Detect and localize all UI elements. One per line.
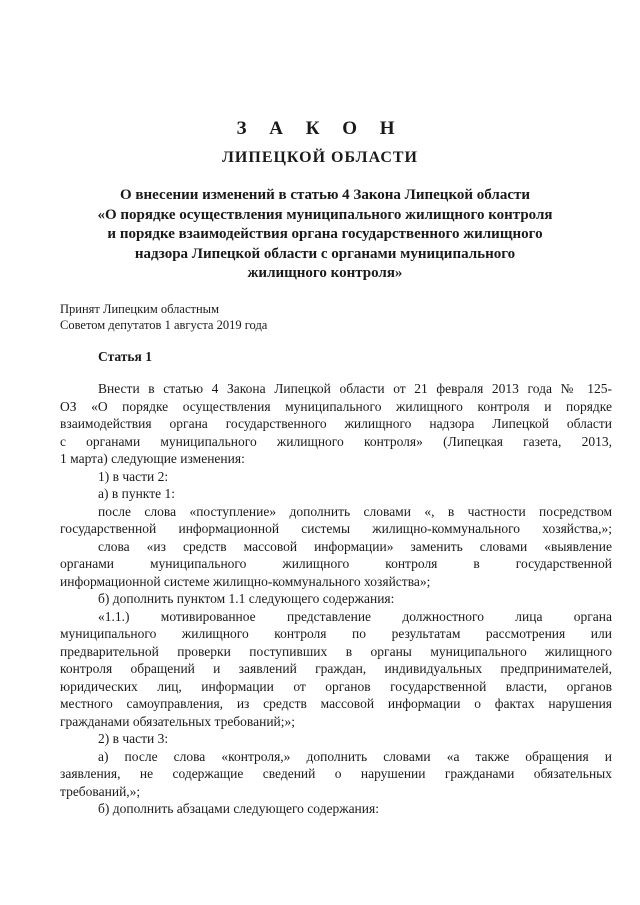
article-heading: Статья 1 [98, 349, 152, 364]
body-line: 1 марта) следующие изменения: [60, 451, 245, 466]
body-line: государственной информационной системы жилищно-коммунального хозяйства,»; [60, 521, 612, 536]
body-line: слова «из средств массовой информации» заменить словами «выявление [98, 538, 612, 554]
body-line: б) дополнить абзацами следующего содержания: [98, 801, 379, 816]
body-line: после слова «поступление» дополнить словами «, в частности посредством [98, 503, 612, 519]
body-line: предварительной проверки поступивших в органы муниципального жилищного [60, 643, 612, 659]
body-line: требований,»; [60, 783, 141, 799]
body-line: заявления, не содержащие сведений о нарушении гражданами обязательных [60, 766, 612, 781]
body-line: «1.1.) мотивированное представление должностного лица органа [98, 608, 612, 624]
body-line: органами муниципального жилищного контроля в государственной [60, 556, 612, 571]
heading-line: жилищного контроля» [247, 265, 403, 281]
body-line: а) в пункте 1: [98, 486, 175, 501]
body-line: гражданами обязательных требований;»; [60, 713, 296, 729]
body-line: муниципального жилищного контроля по результатам рассмотрения или [60, 626, 612, 641]
law-heading [60, 186, 590, 284]
heading-line: «О порядке осуществления муниципального жилищного контроля [97, 206, 553, 223]
body-line: юридических лиц, информации от органов государственной власти, органов [60, 678, 612, 694]
body-line: с органами муниципального жилищного контроля» (Липецкая газета, 2013, [60, 433, 612, 449]
heading-line: и порядке взаимодействия органа государственного жилищного [107, 226, 543, 242]
body-line: 1) в части 2: [98, 468, 169, 484]
adoption-note [60, 301, 267, 333]
body-line: ОЗ «О порядке осуществления муниципального жилищного контроля и порядке [60, 398, 612, 414]
adoption-line: Принят Липецким областным [60, 302, 219, 316]
body-line: местного самоуправления, из средств массовой информации о фактах нарушения [60, 696, 612, 711]
law-title: З А К О Н [236, 118, 404, 139]
article-body [60, 380, 612, 818]
body-line: взаимодействия органа государственного жилищного надзора Липецкой области [60, 416, 612, 431]
body-line: б) дополнить пунктом 1.1 следующего содержания: [98, 591, 395, 606]
law-region: ЛИПЕЦКОЙ ОБЛАСТИ [222, 149, 418, 166]
adoption-line: Советом депутатов 1 августа 2019 года [60, 318, 268, 332]
heading-line: надзора Липецкой области с органами муниципального [134, 245, 516, 262]
heading-line: О внесении изменений в статью 4 Закона Липецкой области [120, 187, 530, 203]
body-line: контроля обращений и заявлений граждан, индивидуальных предпринимателей, [60, 661, 612, 676]
body-line: 2) в части 3: [98, 731, 169, 746]
body-line: Внести в статью 4 Закона Липецкой области от 21 февраля 2013 года № 125- [98, 381, 612, 396]
body-line: а) после слова «контроля,» дополнить словами «а также обращения и [98, 748, 612, 764]
body-line: информационной системе жилищно-коммунального хозяйства»; [60, 573, 431, 589]
